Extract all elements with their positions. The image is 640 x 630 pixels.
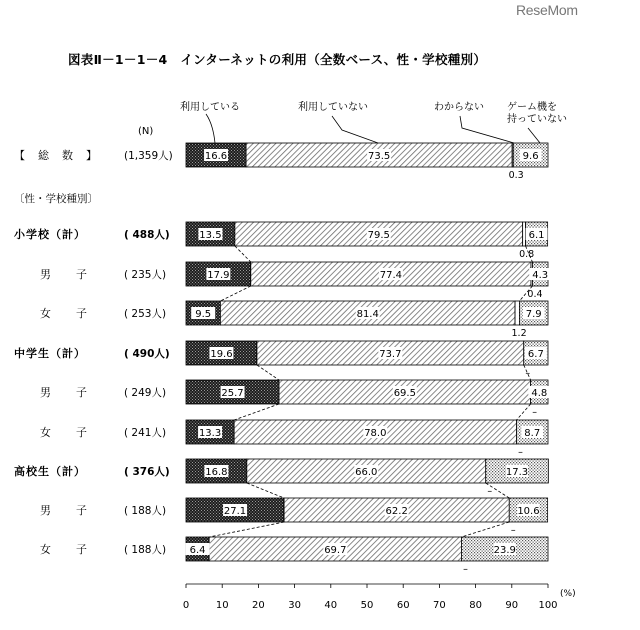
value-label: 8.7 bbox=[524, 428, 541, 439]
legend-label: 持っていない bbox=[507, 114, 567, 125]
legend-leader-line bbox=[206, 114, 215, 143]
value-label: 16.8 bbox=[205, 467, 228, 478]
value-label: – bbox=[510, 525, 516, 536]
x-tick-label: 60 bbox=[396, 600, 410, 611]
row-n-label: ( 376人) bbox=[124, 466, 170, 478]
x-axis-unit: (%) bbox=[560, 589, 576, 599]
bars bbox=[186, 143, 552, 575]
bar-segment bbox=[523, 222, 526, 246]
row-n-label: ( 241人) bbox=[124, 427, 167, 439]
row-n-label: ( 490人) bbox=[124, 348, 170, 360]
value-label: 9.6 bbox=[522, 151, 539, 162]
row-n-label: (1,359人) bbox=[124, 150, 173, 162]
value-label: 7.9 bbox=[525, 309, 542, 320]
value-label: – bbox=[532, 407, 537, 418]
chart-title: 図表Ⅱ－1－1－4 インターネットの利用（全数ベース、性・学校種別） bbox=[68, 52, 487, 67]
row-label: 中学生（計） bbox=[14, 347, 86, 360]
value-label: 6.1 bbox=[528, 230, 545, 241]
value-label: 73.5 bbox=[367, 151, 391, 162]
row-n-label: ( 488人) bbox=[124, 229, 170, 241]
legend-leader-line bbox=[460, 116, 514, 143]
value-label: 27.1 bbox=[223, 506, 247, 517]
value-label: 17.9 bbox=[207, 270, 230, 281]
bar-segment bbox=[515, 301, 519, 325]
row-label: 男 子 bbox=[40, 386, 88, 399]
value-label: 16.6 bbox=[204, 151, 228, 162]
x-tick-label: 70 bbox=[433, 600, 446, 611]
row-label: 女 子 bbox=[40, 543, 88, 556]
value-label: 4.3 bbox=[532, 270, 549, 281]
x-tick-label: 30 bbox=[288, 600, 301, 611]
row-label: 【 総 数 】 bbox=[14, 149, 98, 162]
legend-leader-line bbox=[332, 116, 378, 143]
value-label: 69.7 bbox=[324, 545, 347, 556]
value-label: – bbox=[463, 564, 468, 575]
value-label: 62.2 bbox=[385, 506, 408, 517]
value-label: 69.5 bbox=[393, 388, 416, 399]
row-n-label: ( 249人) bbox=[124, 387, 167, 399]
row-label: 小学校（計） bbox=[14, 228, 86, 241]
value-label: 17.3 bbox=[505, 467, 529, 478]
x-tick-label: 50 bbox=[360, 600, 374, 611]
row-label: 男 子 bbox=[40, 268, 88, 281]
connector-line bbox=[461, 522, 509, 537]
value-label: 6.7 bbox=[527, 349, 544, 360]
value-label: 4.8 bbox=[531, 388, 548, 399]
x-axis bbox=[183, 584, 576, 611]
connector-line bbox=[257, 365, 279, 380]
value-label: 66.0 bbox=[355, 467, 378, 478]
value-label: – bbox=[525, 368, 531, 379]
x-tick-label: 90 bbox=[505, 600, 519, 611]
value-label: – bbox=[518, 447, 523, 458]
value-label: 79.5 bbox=[367, 230, 390, 241]
x-tick-label: 20 bbox=[252, 600, 265, 611]
value-label: 10.6 bbox=[517, 506, 540, 517]
value-label: 77.4 bbox=[379, 270, 403, 281]
value-label: 6.4 bbox=[189, 545, 206, 556]
connector-line bbox=[220, 286, 250, 301]
x-tick-label: 80 bbox=[469, 600, 482, 611]
row-label: 女 子 bbox=[40, 426, 88, 439]
value-label: 0.8 bbox=[519, 249, 535, 260]
x-tick-label: 100 bbox=[538, 600, 558, 611]
x-tick-label: 40 bbox=[324, 600, 338, 611]
value-label: 9.5 bbox=[195, 309, 212, 320]
legend-label: 利用していない bbox=[298, 102, 368, 113]
connector-line bbox=[235, 246, 251, 262]
legend-label: ゲーム機を bbox=[507, 102, 557, 113]
legend-leader-line bbox=[528, 128, 540, 143]
resemom-watermark: ReseMom bbox=[516, 2, 578, 18]
value-label: 13.5 bbox=[199, 230, 222, 241]
value-label: – bbox=[487, 486, 493, 497]
chart-legend bbox=[180, 100, 567, 143]
row-n-label: ( 235人) bbox=[124, 269, 167, 281]
connector-line bbox=[517, 404, 531, 420]
connector-line bbox=[234, 404, 279, 420]
x-tick-label: 0 bbox=[182, 600, 190, 611]
row-label: 男 子 bbox=[40, 504, 88, 517]
legend-label: わからない bbox=[434, 102, 484, 113]
value-label: 78.0 bbox=[364, 428, 387, 439]
value-label: 19.6 bbox=[210, 349, 233, 360]
connector-line bbox=[247, 483, 284, 498]
row-labels bbox=[14, 126, 173, 556]
x-tick-label: 10 bbox=[215, 600, 229, 611]
value-label: 81.4 bbox=[356, 309, 379, 320]
row-n-label: ( 188人) bbox=[124, 505, 167, 517]
row-n-label: ( 253人) bbox=[124, 308, 167, 320]
row-n-label: ( 188人) bbox=[124, 544, 167, 556]
value-label: 13.3 bbox=[198, 428, 222, 439]
value-label: 0.3 bbox=[508, 170, 524, 181]
value-label: 73.7 bbox=[379, 349, 402, 360]
value-label: 0.4 bbox=[527, 289, 543, 300]
value-label: 1.2 bbox=[511, 328, 527, 339]
row-label: 高校生（計） bbox=[14, 465, 86, 478]
n-header: (N) bbox=[138, 126, 154, 137]
legend-label: 利用している bbox=[180, 102, 240, 113]
group-label: 〔性・学校種別〕 bbox=[14, 193, 98, 205]
connector-line bbox=[209, 522, 284, 537]
value-label: 25.7 bbox=[221, 388, 244, 399]
value-label: 23.9 bbox=[493, 545, 516, 556]
row-label: 女 子 bbox=[40, 307, 88, 320]
